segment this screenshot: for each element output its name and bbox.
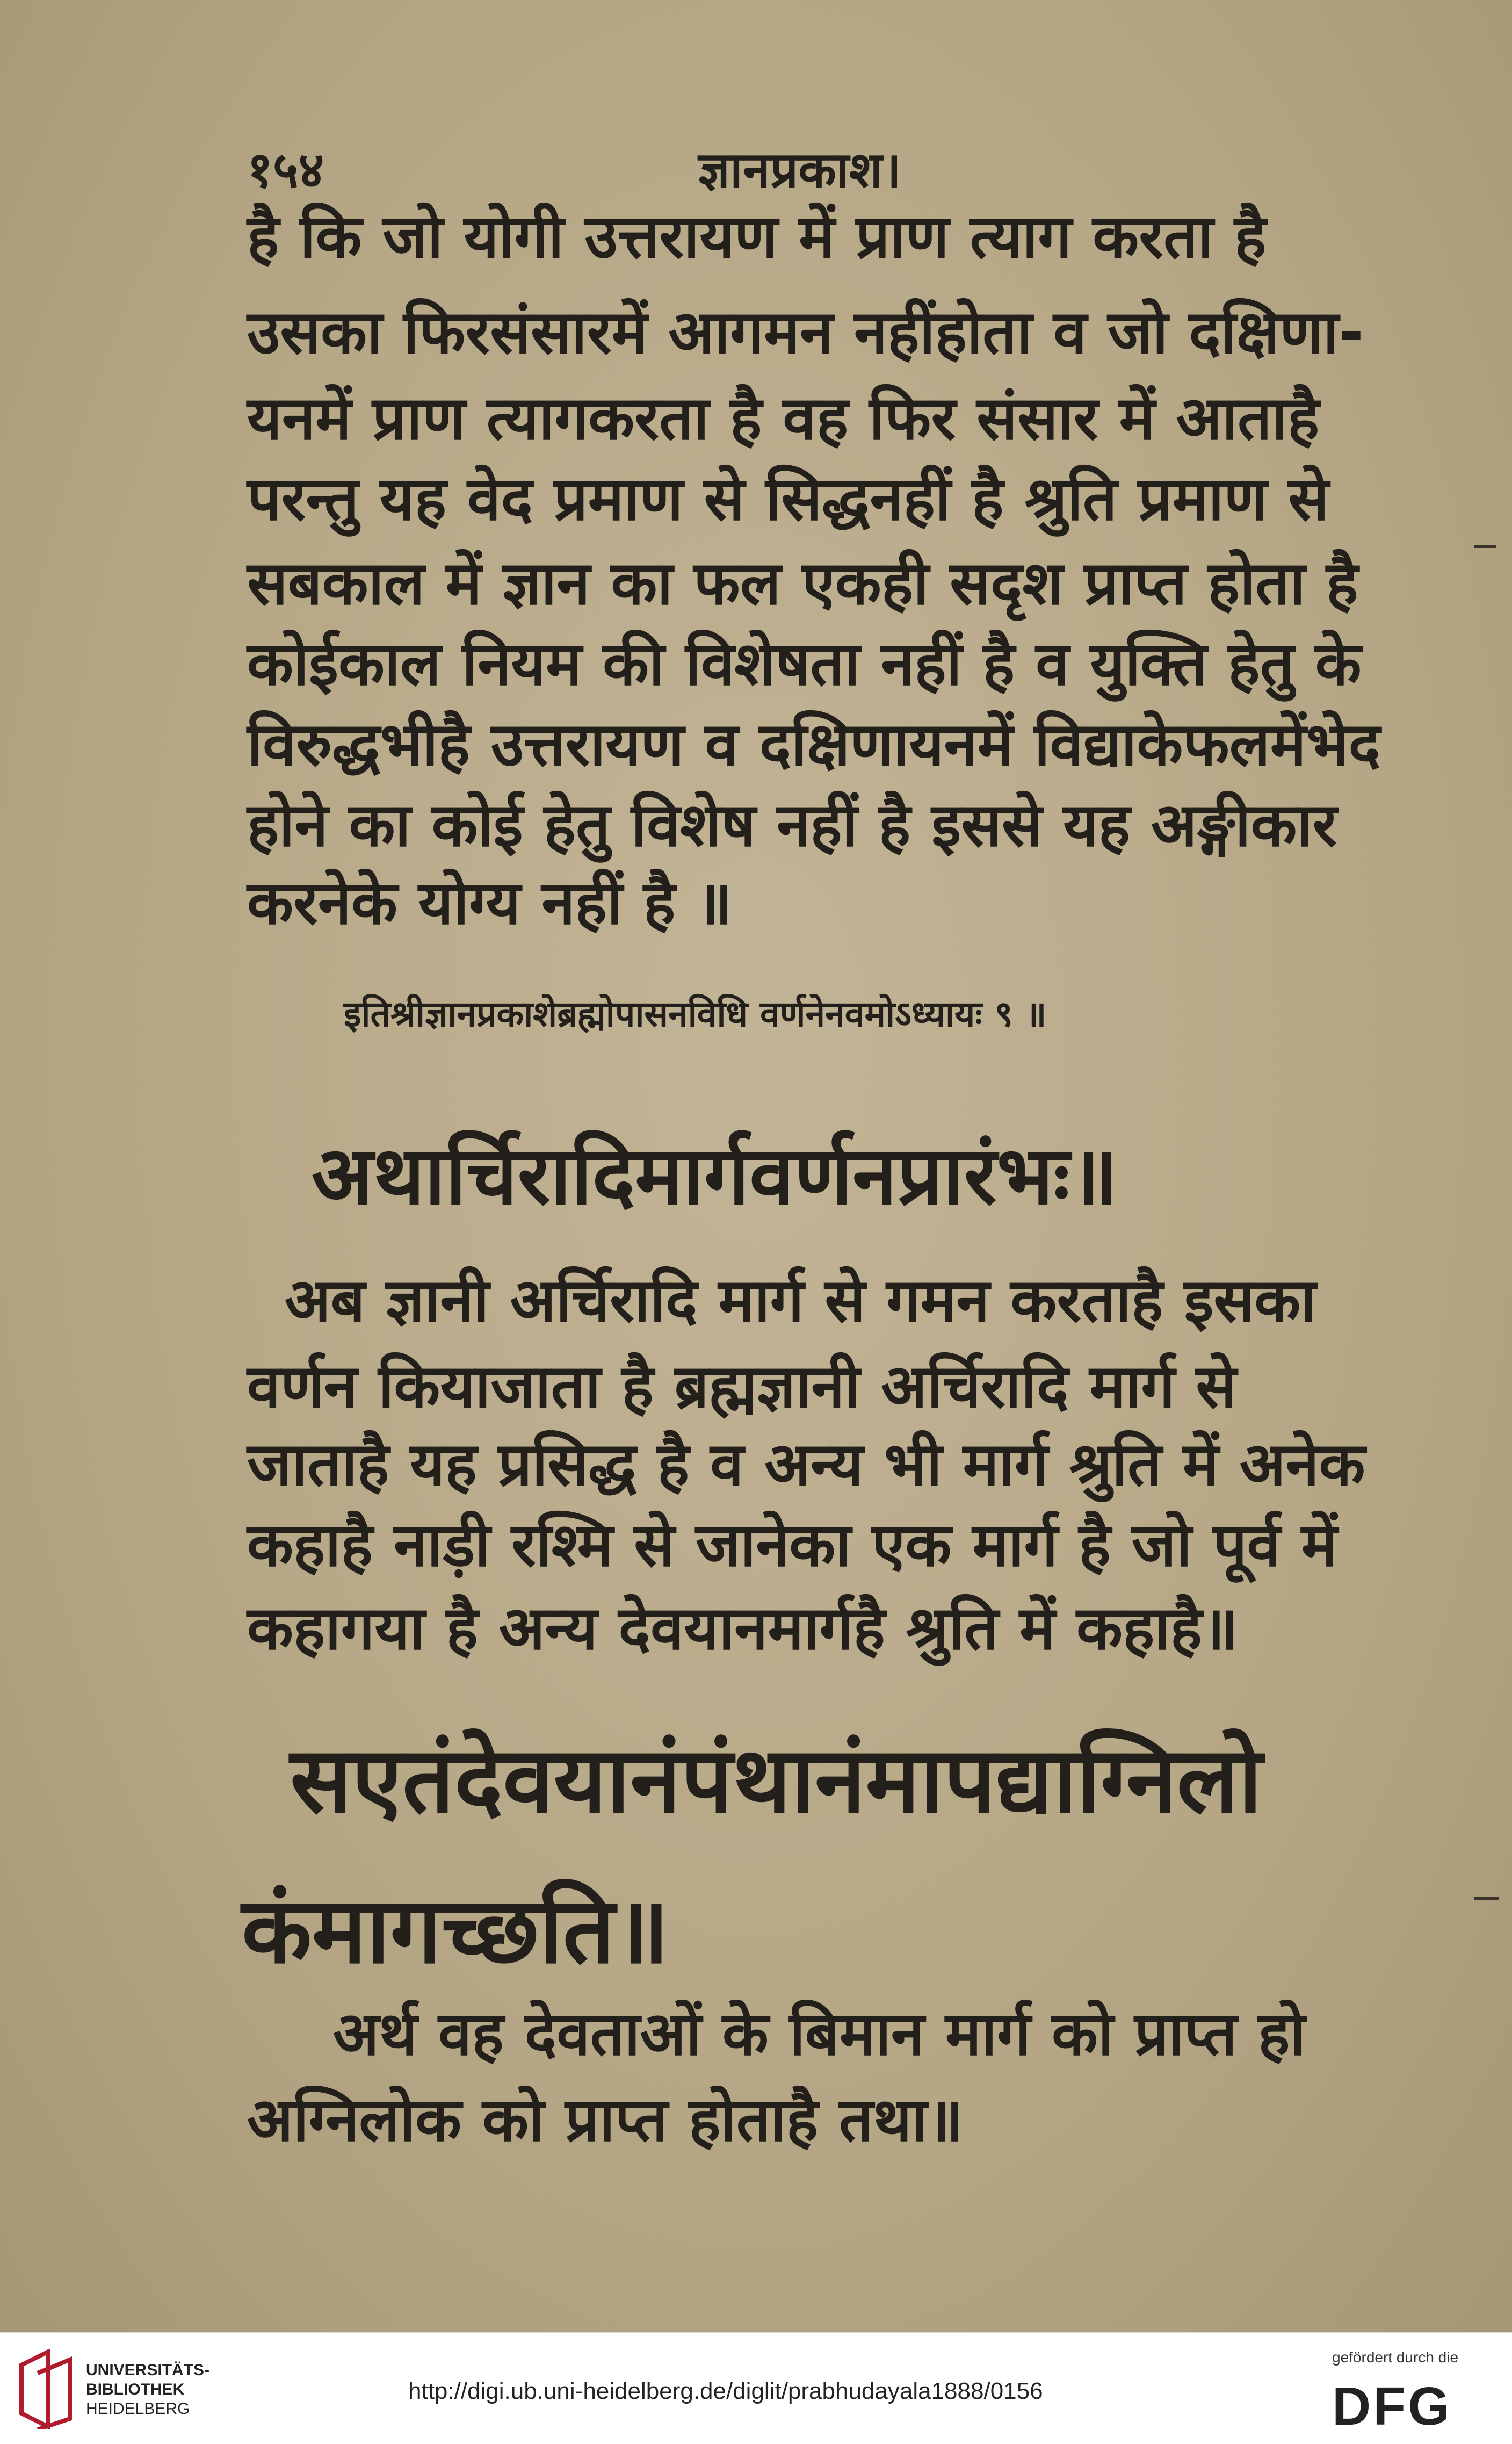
- margin-mark: [1474, 1897, 1499, 1900]
- university-library-logo-icon: [16, 2349, 75, 2429]
- text-line: कोईकाल नियम की विशेषता नहीं है व युक्ति हेतु के: [247, 629, 1362, 699]
- text-line: उसका फिरसंसारमें आगमन नहींहोता व जो दक्षिणा-: [247, 298, 1364, 367]
- institution-line: BIBLIOTHEK: [86, 2381, 185, 2398]
- text-line: कहागया है अन्य देवयानमार्गहै श्रुति में कहाहै॥: [247, 1594, 1239, 1663]
- section-heading: अथार्चिरादिमार्गवर्णनप्रारंभः॥: [312, 1129, 1118, 1223]
- chapter-colophon: इतिश्रीज्ञानप्रकाशेब्रह्मोपासनविधि वर्णनेनवमोऽध्यायः ९ ॥: [344, 993, 1047, 1035]
- running-title: ज्ञानप्रकाश।: [698, 141, 902, 199]
- text-line: अर्थ वह देवताओं के बिमान मार्ग को प्राप्त हो: [333, 1999, 1306, 2069]
- text-line: विरुद्धभीहै उत्तरायण व दक्षिणायनमें विद्याकेफलमेंभेद: [247, 710, 1380, 780]
- institution-line: HEIDELBERG: [86, 2400, 190, 2418]
- page-number: १५४: [247, 141, 324, 199]
- text-line: अब ज्ञानी अर्चिरादि मार्ग से गमन करताहै इसका: [285, 1266, 1316, 1336]
- mantra-line: सएतंदेवयानंपंथानंमापद्याग्निलो: [290, 1727, 1262, 1834]
- funding-note: gefördert durch die: [1332, 2349, 1459, 2366]
- text-line: जाताहै यह प्रसिद्ध है व अन्य भी मार्ग श्रुति में अनेक: [247, 1430, 1365, 1499]
- text-line: परन्तु यह वेद प्रमाण से सिद्धनहीं है श्रुति प्रमाण से: [247, 464, 1329, 534]
- text-line: होने का कोई हेतु विशेष नहीं है इससे यह अङ्गीकार: [247, 790, 1337, 860]
- text-line: वर्णन कियाजाता है ब्रह्मज्ञानी अर्चिरादि मार्ग से: [247, 1352, 1237, 1422]
- institution-name: [86, 2361, 209, 2419]
- margin-mark: [1474, 545, 1496, 548]
- digitization-footer: [0, 2332, 1512, 2444]
- text-line: यनमें प्राण त्यागकरता है वह फिर संसार में आताहै: [247, 384, 1320, 453]
- text-line: अग्निलोक को प्राप्त होताहै तथा॥: [247, 2085, 964, 2155]
- text-line: सबकाल में ज्ञान का फल एकही सदृश प्राप्त होता है: [247, 549, 1358, 618]
- text-line: करनेके योग्य नहीं है ॥: [247, 868, 733, 938]
- text-line: कहाहै नाड़ी रश्मि से जानेका एक मार्ग है जो पूर्व में: [247, 1510, 1337, 1580]
- institution-line: UNIVERSITÄTS-: [86, 2361, 210, 2379]
- page-header: [247, 134, 1397, 199]
- dfg-logo: DFG: [1332, 2376, 1452, 2436]
- mantra-line: कंमागच्छति॥: [242, 1878, 670, 1984]
- permalink-url[interactable]: http://digi.ub.uni-heidelberg.de/diglit/prabhudayala1888/0156: [408, 2378, 1043, 2404]
- text-line: है कि जो योगी उत्तरायण में प्राण त्याग करता है: [247, 202, 1267, 272]
